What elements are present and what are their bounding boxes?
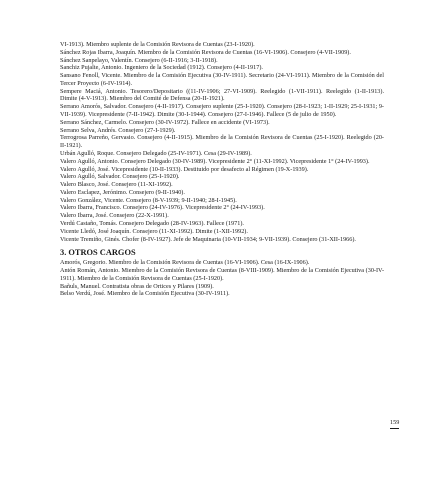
entry-14: Valero Blasco, José. Consejero (11-XI-1992).: [60, 181, 173, 189]
section-entry-3: Belso Verdú, José. Miembro de la Comisión Ejecutiva (30-IV-1911).: [60, 290, 230, 298]
entry-6: Serrano Amorós, Salvador. Consejero (4-II-1917). Consejero suplente (25-I-1920). Consejero (28-I-1923; 1-II-1929; 25-I-1931; 9-VII-1939). Vicepresidente (7-II-1942). Dimite (30-I-1944). Consejero (27-I-1946). Fallece (5 de julio de 1950).: [60, 103, 384, 119]
section-entry-0: Amorós, Gregorio. Miembro de la Comisión Revisora de Cuentas (16-VI-1906). Cesa (16-IX-1906).: [60, 259, 310, 267]
text-column: [60, 41, 384, 298]
entry-19: Verdú Castaño, Tomás. Consejero Delegado (28-IV-1963). Fallece (1971).: [60, 219, 244, 227]
entry-21: Vicente Tremiño, Ginés. Chofer (8-IV-1927). Jefe de Maquinaria (10-VII-1934; 9-VII-1939). Consejero (31-XII-1966).: [60, 235, 356, 243]
section-entry-1: Antón Román, Antonio. Miembro de la Comisión Revisora de Cuentas (8-VIII-1909). Miembro de la Comisión Ejecutiva (30-IV-1911). Miembro de la Comisión Revisora de Cuentas (25-I-1920).: [60, 267, 384, 282]
page-number: 159: [390, 419, 399, 429]
entry-3: Sanchiz Pujalte, Antonio. Ingeniero de la Sociedad (1912). Consejero (4-II-1917).: [60, 64, 263, 72]
entry-12: Valero Agulló, José. Vicepresidente (10-II-1933). Destituido por desafecto al Régimen (19-X-1939).: [60, 165, 309, 173]
entry-13: Valero Agulló, Salvador. Consejero (25-I-1920).: [60, 173, 180, 181]
section-heading: 3. OTROS CARGOS: [60, 248, 136, 258]
entry-16: Valero González, Vicente. Consejero (8-V-1939; 9-II-1940; 28-I-1945).: [60, 196, 237, 204]
entry-7: Serrano Sánchez, Carmelo. Consejero (30-IV-1972). Fallece en accidente (VI-1973).: [60, 118, 270, 126]
section-entry-2: Bañuls, Manuel. Contratista obras de Ortices y Pilares (1909).: [60, 282, 214, 290]
entry-11: Valero Agulló, Antonio. Consejero Delegado (30-IV-1989). Vicepresidente 2° (11-XI-1992). Vicepresidente 1° (24-IV-1993).: [60, 157, 370, 165]
entry-17: Valero Ibarra, Francisco. Consejero (24-IV-1976). Vicepresidente 2° (24-IV-1993).: [60, 204, 265, 212]
entry-10: Urbán Agulló, Roque. Consejero Delegado (25-IV-1971). Cesa (29-IV-1989).: [60, 149, 252, 157]
entry-2: Sánchez Sanpelayo, Valentín. Consejero (6-II-1916; 3-II-1918).: [60, 56, 218, 64]
entry-1: Sánchez Rojas Ibarra, Joaquín. Miembro de la Comisión Revisora de Cuentas (16-VI-1906). Consejero (4-VII-1909).: [60, 48, 351, 56]
entry-15: Valero Esclapez, Jerónimo. Consejero (9-II-1940).: [60, 188, 185, 196]
entry-4: Sansano Fenoll, Vicente. Miembro de la Comisión Ejecutiva (30-IV-1911). Secretario (24-VI-1911). Miembro de la Comisión del Tercer Proyecto (6-IV-1914).: [60, 72, 384, 87]
entry-8: Serrano Selva, Andrés. Consejero (27-I-1929).: [60, 126, 176, 134]
entry-5: Sempere Maciá, Antonio. Tesorero/Depositario ((11-IV-1906; 27-VI-1909). Reelegido (1-VII-1911). Reelegido (1-II-1913). Dimite (4-V-1913). Miembro del Comité de Defensa (20-II-1921).: [60, 87, 384, 103]
entry-18: Valero Ibarra, José. Consejero (22-X-1991).: [60, 212, 169, 220]
entry-9: Terrogrosa Parreño, Gervasio. Consejero (4-II-1915). Miembro de la Comisión Revisora de Cuentas (25-I-1920). Reelegido (20-II-1921).: [60, 134, 384, 150]
entry-0: VI-1913). Miembro suplente de la Comisión Revisora de Cuentas (23-I-1920).: [60, 41, 255, 48]
entry-20: Vicente Lledó, José Joaquín. Consejero (11-XI-1992). Dimite (1-XII-1992).: [60, 227, 248, 235]
